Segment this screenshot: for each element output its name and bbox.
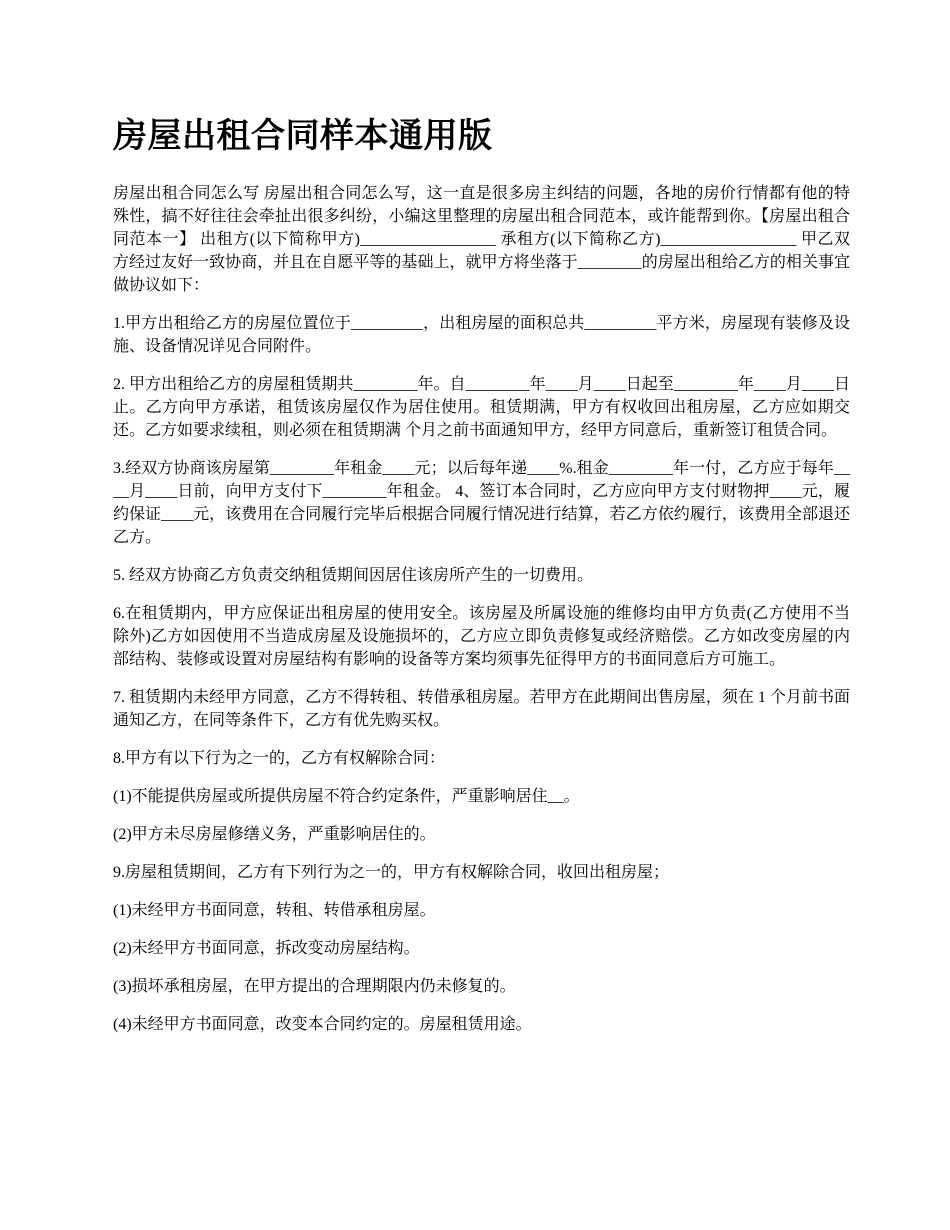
paragraph-clause-9-item-1: (1)未经甲方书面同意，转租、转借承租房屋。 <box>113 902 436 919</box>
paragraph-clause-3: 3.经双方协商该房屋第________年租金____元；以后每年递____%.租金________年一付，乙方应于每年____月____日前，向甲方支付下________年租金。 4、签订本合同时，乙方应向甲方支付财物押____元，履约保证____元，该费用在合同履行完毕后根据合同履行情况进行结算，若乙方依约履行，该费用全部退还乙方。 <box>113 460 850 546</box>
paragraph-clause-8: 8.甲方有以下行为之一的，乙方有权解除合同： <box>113 750 446 767</box>
paragraph-clause-6: 6.在租赁期内，甲方应保证出租房屋的使用安全。该房屋及所属设施的维修均由甲方负责(乙方使用不当除外)乙方如因使用不当造成房屋及设施损坏的，乙方应立即负责修复或经济赔偿。乙方如改变房屋的内部结构、装修或设置对房屋结构有影响的设备等方案均须事先征得甲方的书面同意后方可施工。 <box>113 605 850 668</box>
paragraph-clause-9-item-2: (2)未经甲方书面同意，拆改变动房屋结构。 <box>113 940 420 957</box>
paragraph-clause-1: 1.甲方出租给乙方的房屋位置位于_________，出租房屋的面积总共_________平方米，房屋现有装修及设施、设备情况详见合同附件。 <box>113 315 850 355</box>
document-title: 房屋出租合同样本通用版 <box>113 116 493 156</box>
paragraph-clause-2: 2. 甲方出租给乙方的房屋租赁期共________年。自________年____月____日起至________年____月____日止。乙方向甲方承诺，租赁该房屋仅作为居住使用。租赁期满，甲方有权收回出租房屋，乙方应如期交还。乙方如要求续租，则必须在租赁期满 个月之前书面通知甲方，经甲方同意后，重新签订租赁合同。 <box>113 376 850 439</box>
paragraph-clause-9-item-3: (3)损坏承租房屋，在甲方提出的合理期限内仍未修复的。 <box>113 978 516 995</box>
paragraph-clause-5: 5. 经双方协商乙方负责交纳租赁期间因居住该房所产生的一切费用。 <box>113 567 594 584</box>
paragraph-clause-9: 9.房屋租赁期间，乙方有下列行为之一的，甲方有权解除合同，收回出租房屋； <box>113 864 670 881</box>
paragraph-intro: 房屋出租合同怎么写 房屋出租合同怎么写，这一直是很多房主纠结的问题，各地的房价行情都有他的特殊性，搞不好往往会牵扯出很多纠纷，小编这里整理的房屋出租合同范本，或许能帮到你。【房屋出租合同范本一】 出租方(以下简称甲方)_________________ 承租方(以下简称乙方)_________________ 甲乙双方经过友好一致协商，并且在自愿平等的基础上，就甲方将坐落于________的房屋出租给乙方的相关事宜做协议如下： <box>113 185 850 294</box>
paragraph-clause-7: 7. 租赁期内未经甲方同意，乙方不得转租、转借承租房屋。若甲方在此期间出售房屋，须在 1 个月前书面通知乙方，在同等条件下，乙方有优先购买权。 <box>113 689 850 729</box>
paragraph-clause-8-item-1: (1)不能提供房屋或所提供房屋不符合约定条件，严重影响居住__。 <box>113 788 580 805</box>
paragraph-clause-8-item-2: (2)甲方未尽房屋修缮义务，严重影响居住的。 <box>113 826 436 843</box>
document-page <box>113 112 850 1051</box>
paragraph-clause-9-item-4: (4)未经甲方书面同意，改变本合同约定的。房屋租赁用途。 <box>113 1016 532 1033</box>
